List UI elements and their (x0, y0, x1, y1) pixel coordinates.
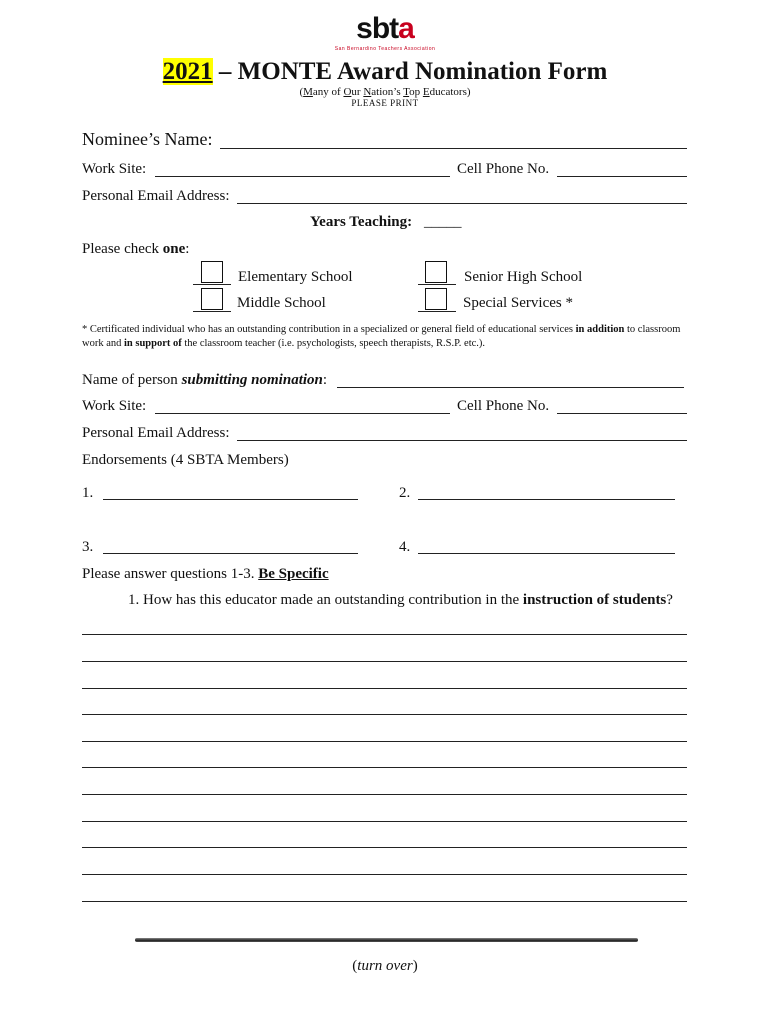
questions-intro: Please answer questions 1-3. Be Specific (82, 566, 329, 582)
decorative-divider (135, 938, 638, 942)
logo-text: sbt (356, 12, 399, 45)
nominee-name-field[interactable] (220, 148, 687, 149)
years-teaching-label: Years Teaching: (310, 214, 413, 230)
logo-tagline: San Bernardino Teachers Association (334, 46, 436, 52)
special-services-checkbox[interactable] (425, 288, 447, 310)
years-teaching-field[interactable]: _____ (424, 214, 462, 230)
submitter-cell-field[interactable] (557, 413, 687, 414)
submitter-cell-label: Cell Phone No. (457, 398, 550, 414)
submitter-email-field[interactable] (237, 440, 687, 441)
nominee-work-site-field[interactable] (155, 176, 450, 177)
checkbox-underline (418, 311, 456, 312)
answer-line[interactable] (82, 901, 687, 902)
submitter-work-site-label: Work Site: (82, 398, 147, 414)
answer-line[interactable] (82, 634, 687, 635)
logo-accent: a (398, 12, 414, 45)
endorsements-label: Endorsements (4 SBTA Members) (82, 452, 289, 468)
form-year: 2021 (162, 58, 213, 85)
endorsement-2-field[interactable] (418, 499, 675, 500)
question-1: 1. How has this educator made an outstanding contribution in the instruction of students? (128, 592, 673, 608)
endorsement-number: 2. (399, 485, 411, 501)
endorsement-3-field[interactable] (103, 553, 358, 554)
elementary-school-checkbox[interactable] (201, 261, 223, 283)
turn-over-note: (turn over) (352, 958, 418, 974)
submitter-work-site-field[interactable] (155, 413, 450, 414)
answer-line[interactable] (82, 821, 687, 822)
special-services-label: Special Services * (463, 295, 573, 311)
check-one-prompt: Please check one: (82, 241, 190, 257)
elementary-school-label: Elementary School (238, 269, 353, 285)
answer-line[interactable] (82, 767, 687, 768)
nominee-name-label: Nominee’s Name: (82, 129, 213, 149)
checkbox-underline (193, 284, 231, 285)
endorsement-number: 4. (399, 539, 411, 555)
answer-line[interactable] (82, 741, 687, 742)
form-title (0, 58, 770, 86)
sbta-logo (0, 14, 770, 44)
middle-school-label: Middle School (237, 295, 326, 311)
answer-line[interactable] (82, 688, 687, 689)
endorsement-1-field[interactable] (103, 499, 358, 500)
answer-line[interactable] (82, 874, 687, 875)
senior-high-school-checkbox[interactable] (425, 261, 447, 283)
submitter-email-label: Personal Email Address: (82, 425, 230, 441)
checkbox-underline (193, 311, 231, 312)
answer-line[interactable] (82, 847, 687, 848)
submitter-name-label: Name of person submitting nomination: (82, 372, 328, 388)
nominee-email-label: Personal Email Address: (82, 188, 230, 204)
form-subtitle: (Many of Our Nation’s Top Educators) (299, 86, 471, 98)
senior-high-school-label: Senior High School (464, 269, 583, 285)
please-print-note: PLEASE PRINT (351, 98, 419, 108)
endorsement-4-field[interactable] (418, 553, 675, 554)
nominee-email-field[interactable] (237, 203, 687, 204)
endorsement-number: 1. (82, 485, 94, 501)
form-title-text: – MONTE Award Nomination Form (212, 58, 608, 85)
nominee-cell-label: Cell Phone No. (457, 161, 550, 177)
middle-school-checkbox[interactable] (201, 288, 223, 310)
endorsement-number: 3. (82, 539, 94, 555)
answer-line[interactable] (82, 794, 687, 795)
nominee-work-site-label: Work Site: (82, 161, 147, 177)
submitter-name-field[interactable] (337, 387, 684, 388)
special-services-footnote: * Certificated individual who has an outstanding contribution in a specialized or general field of educational services in addition to classroom work and in support of the classroom teacher (i.e. psychologists, speech therapists, R.S.P. etc.). (82, 324, 681, 349)
answer-line[interactable] (82, 714, 687, 715)
checkbox-underline (418, 284, 456, 285)
nominee-cell-field[interactable] (557, 176, 687, 177)
answer-line[interactable] (82, 661, 687, 662)
